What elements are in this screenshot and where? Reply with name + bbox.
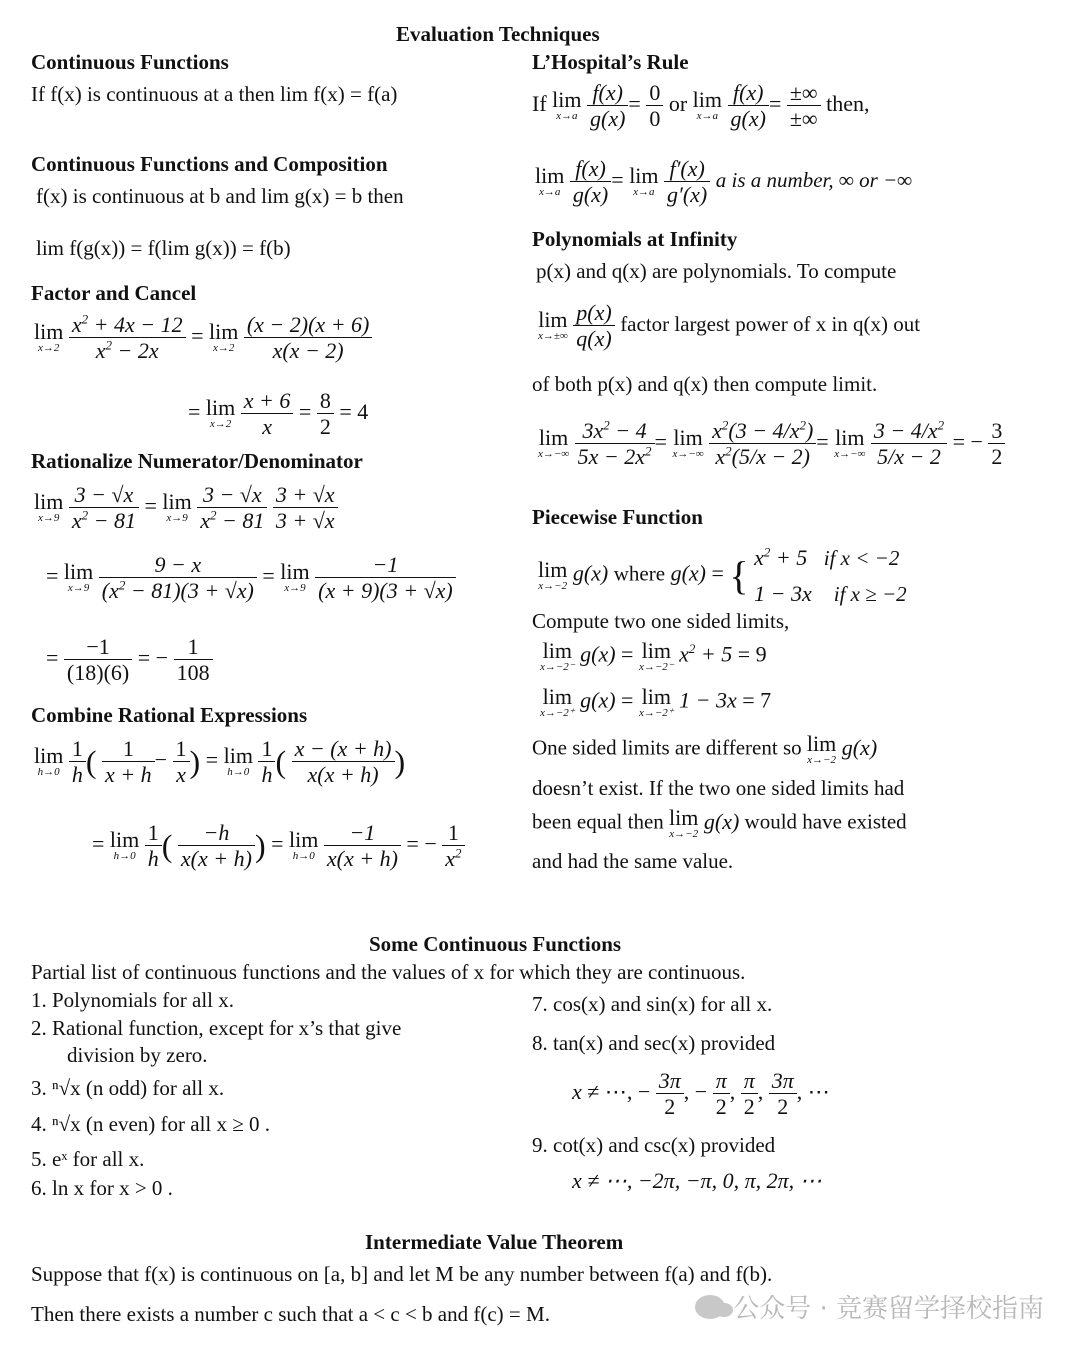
list-item: 5. eˣ for all x. xyxy=(31,1147,145,1171)
heading-continuous-functions: Continuous Functions xyxy=(31,50,229,74)
continuous-functions-line: If f(x) is continuous at a then lim f(x) = f(a) xyxy=(31,82,398,106)
list-item: 8. tan(x) and sec(x) provided xyxy=(532,1031,776,1055)
list-item: 2. Rational function, except for x’s that give xyxy=(31,1016,402,1040)
piecewise-p3b-text: would have existed xyxy=(744,809,907,834)
heading-piecewise: Piecewise Function xyxy=(532,505,703,529)
polynomials-example: lim x→−∞ $\frac{3x^2 - 4}{5x - 2x^2}$ = lim x→−∞ $\frac{x^2(3 - 4/x^2)}{x^2(5/x - 2)}$ = lim x→−∞ $\frac{3 - 4/x^2}{5/x - 2}$ = − $\frac{3}{2}$ xyxy=(538,418,1005,470)
list-item: 7. cos(x) and sin(x) for all x. xyxy=(532,992,773,1016)
polynomials-line2: factor largest power of x in q(x) out xyxy=(620,311,921,336)
lhospital-tail: a is a number, ∞ or −∞ xyxy=(715,167,913,192)
list-item: 4. ⁿ√x (n even) for all x ≥ 0 . xyxy=(31,1112,271,1136)
rationalize-eq3: = $\frac{-1}{(18)(6)}$ = − $\frac{1}{108}$ xyxy=(46,634,213,686)
polynomials-line1: p(x) and q(x) are polynomials. To compute xyxy=(536,259,897,283)
left-limit: lim x→−2⁻ g(x) = lim x→−2⁻ $x^2 + 5 = 9$ xyxy=(540,638,767,673)
heading-rationalize: Rationalize Numerator/Denominator xyxy=(31,449,363,473)
list-item: division by zero. xyxy=(67,1043,208,1067)
ivt-line2: Then there exists a number c such that a < c < b and f(c) = M. xyxy=(31,1302,550,1326)
piecewise-p3: been equal then lim x→−2 g(x) would have existed xyxy=(532,805,907,840)
combine-eq1: lim h→0 $\frac{1}{h}$ ( $\frac{1}{x + h}$ − $\frac{1}{x}$ ) = lim h→0 $\frac{1}{h}$ ( $\frac{x - (x + h)}{x(x + h)}$ ) xyxy=(34,736,406,788)
composition-line2: lim f(g(x)) = f(lim g(x)) = f(b) xyxy=(36,236,291,260)
then-word: then, xyxy=(826,90,870,116)
right-limit: lim x→−2⁺ g(x) = lim x→−2⁺ 1 − 3x = 7 xyxy=(540,684,772,719)
case1-condition: if x < −2 xyxy=(823,546,900,570)
piecewise-compute: Compute two one sided limits, xyxy=(532,609,790,633)
factor-cancel-eq2: = lim x→2 $\frac{x + 6}{x}$ = $\frac{8}{2}$ = 4 xyxy=(188,388,369,440)
heading-some-continuous: Some Continuous Functions xyxy=(369,932,622,956)
tan-sec-exclusions: x ≠ ⋯, − $\frac{3\pi}{2}$ , − $\frac{\pi}{2}$ , $\frac{\pi}{2}$ , $\frac{3\pi}{2}$ , ⋯ xyxy=(572,1068,830,1120)
polynomials-eq: lim x→±∞ $\frac{p(x)}{q(x)}$ factor largest power of x in q(x) out xyxy=(538,300,921,352)
piecewise-p3-text: been equal then xyxy=(532,809,664,834)
lhospital-eq2: lim x→a $\frac{f(x)}{g(x)}$ = lim x→a $\frac{f'(x)}{g'(x)}$ a is a number, ∞ or −∞ xyxy=(535,156,913,208)
piecewise-p1: One sided limits are different so lim x→−2 g(x) xyxy=(532,731,878,766)
piecewise-definition: lim x→−2 g(x) where g(x) = { $x^2 + 5$ if x < −2 1 − 3x if x ≥ −2 xyxy=(538,544,907,606)
ivt-line1: Suppose that f(x) is continuous on [a, b] and let M be any number between f(a) and f(b). xyxy=(31,1262,773,1286)
some-continuous-intro: Partial list of continuous functions and the values of x for which they are continuous. xyxy=(31,960,746,984)
list-item: 6. ln x for x > 0 . xyxy=(31,1176,173,1200)
heading-ivt: Intermediate Value Theorem xyxy=(365,1230,624,1254)
heading-combine: Combine Rational Expressions xyxy=(31,703,308,727)
heading-polynomials: Polynomials at Infinity xyxy=(532,227,738,251)
rationalize-eq2: = lim x→9 $\frac{9 - x}{(x^2 - 81)(3 + √x)}$ = lim x→9 $\frac{-1}{(x + 9)(3 + √x)}$ xyxy=(46,552,456,604)
case2-condition: if x ≥ −2 xyxy=(833,581,907,606)
factor-cancel-eq1: lim x→2 $\frac{x^2 + 4x - 12}{x^2 - 2x}$ = lim x→2 $\frac{(x - 2)(x + 6)}{x(x - 2)}$ xyxy=(34,312,372,364)
where-word: where xyxy=(613,561,666,586)
list-item: 9. cot(x) and csc(x) provided xyxy=(532,1133,776,1157)
composition-line1: f(x) is continuous at b and lim g(x) = b then xyxy=(36,184,404,208)
piecewise-p4: and had the same value. xyxy=(532,849,734,873)
heading-factor-cancel: Factor and Cancel xyxy=(31,281,197,305)
piecewise-p2: doesn’t exist. If the two one sided limits had xyxy=(532,776,905,800)
wechat-icon xyxy=(695,1295,725,1319)
polynomials-line3: of both p(x) and q(x) then compute limit. xyxy=(532,372,878,396)
rationalize-eq1: lim x→9 $\frac{3 - √x}{x^2 - 81}$ = lim x→9 $\frac{3 - √x}{x^2 - 81}$ $\frac{3 + √x}{3 + √x}$ xyxy=(34,482,338,534)
or-word: or xyxy=(668,90,688,116)
lhospital-eq1: If lim x→a $\frac{f(x)}{g(x)}$ = $\frac{0}{0}$ or lim x→a $\frac{f(x)}{g(x)}$ = ±∞ ±∞ then, xyxy=(532,80,870,132)
page-title: Evaluation Techniques xyxy=(396,22,600,46)
watermark-text: 公众号 · 竞赛留学择校指南 xyxy=(733,1294,1044,1324)
heading-composition: Continuous Functions and Composition xyxy=(31,152,388,176)
cot-csc-exclusions: x ≠ ⋯, −2π, −π, 0, π, 2π, ⋯ xyxy=(572,1168,822,1193)
piecewise-p1-text: One sided limits are different so xyxy=(532,735,802,760)
list-item: 3. ⁿ√x (n odd) for all x. xyxy=(31,1076,225,1100)
watermark xyxy=(695,1288,1044,1325)
combine-eq2: = lim h→0 $\frac{1}{h}$ ( $\frac{-h}{x(x + h)}$ ) = lim h→0 $\frac{-1}{x(x + h)}$ = − $\frac{1}{x^2}$ xyxy=(92,820,465,872)
list-item: 1. Polynomials for all x. xyxy=(31,988,234,1012)
heading-lhospital: L’Hospital’s Rule xyxy=(532,50,689,74)
